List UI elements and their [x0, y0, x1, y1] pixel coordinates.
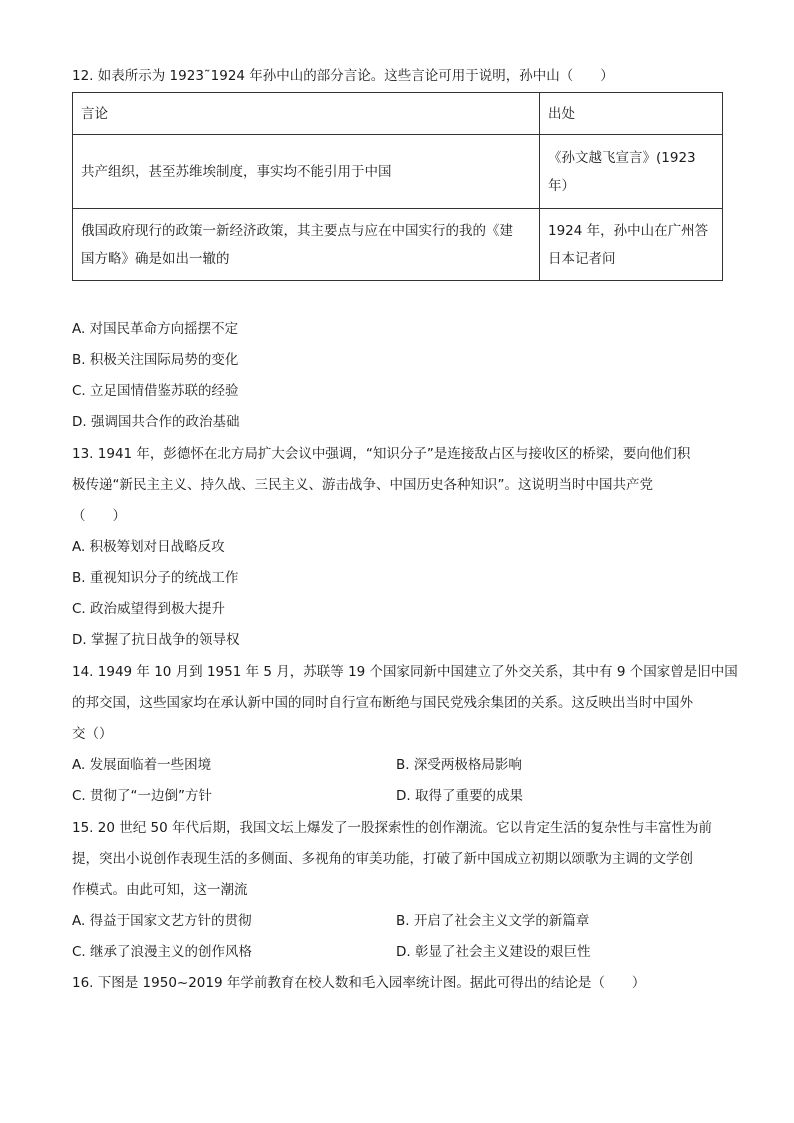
row1-source-line2: 年） [548, 177, 575, 194]
header-speech: 言论 [73, 93, 540, 135]
row1-speech: 共产组织，甚至苏维埃制度，事实均不能引用于中国 [73, 135, 540, 209]
table-row [73, 209, 723, 281]
q12-stem: 12. 如表所示为 1923˜1924 年孙中山的部分言论。这些言论可用于说明，孙中山（ ） [72, 68, 614, 84]
q14-stem-line1: 14. 1949 年 10 月到 1951 年 5 月，苏联等 19 个国家同新中国建立了外交关系，其中有 9 个国家曾是旧中国 [72, 664, 738, 680]
row1-source [540, 135, 723, 209]
header-source: 出处 [540, 93, 723, 135]
q16-stem: 16. 下图是 1950~2019 年学前教育在校人数和毛入园率统计图。据此可得出的结论是（ ） [72, 975, 646, 991]
q13-option-c[interactable]: C. 政治威望得到极大提升 [72, 601, 226, 617]
q13-option-b[interactable]: B. 重视知识分子的统战工作 [72, 570, 239, 586]
q15-stem-line1: 15. 20 世纪 50 年代后期，我国文坛上爆发了一股探索性的创作潮流。它以肯定生活的复杂性与丰富性为前 [72, 820, 712, 836]
row2-speech-line1: 俄国政府现行的政策一新经济政策，其主要点与应在中国实行的我的《建 [81, 222, 513, 239]
q12-table [72, 92, 723, 281]
q12-option-c[interactable]: C. 立足国情借鉴苏联的经验 [72, 383, 239, 399]
q15-option-c[interactable]: C. 继承了浪漫主义的创作风格 [72, 944, 253, 960]
q14-option-d[interactable]: D. 取得了重要的成果 [396, 788, 523, 804]
q15-option-b[interactable]: B. 开启了社会主义文学的新篇章 [396, 913, 590, 929]
q15-option-d[interactable]: D. 彰显了社会主义建设的艰巨性 [396, 944, 591, 960]
q13-stem-line2: 极传递“新民主主义、持久战、三民主义、游击战争、中国历史各种知识”。这说明当时中国共产党 [72, 477, 653, 493]
table-header-row [73, 93, 723, 135]
row2-speech-line2: 国方略》确是如出一辙的 [81, 250, 230, 267]
q12-option-d[interactable]: D. 强调国共合作的政治基础 [72, 414, 240, 430]
q14-stem-line2: 的邦交国，这些国家均在承认新中国的同时自行宣布断绝与国民党残余集团的关系。这反映出当时中国外 [72, 695, 693, 711]
q14-option-a[interactable]: A. 发展面临着一些困境 [72, 757, 212, 773]
q12-option-a[interactable]: A. 对国民革命方向摇摆不定 [72, 321, 239, 337]
q15-option-a[interactable]: A. 得益于国家文艺方针的贯彻 [72, 913, 252, 929]
row2-source-line2: 日本记者问 [548, 250, 616, 267]
q13-option-a[interactable]: A. 积极筹划对日战略反攻 [72, 539, 225, 555]
q15-stem-line3: 作模式。由此可知，这一潮流 [72, 882, 248, 898]
row2-speech [73, 209, 540, 281]
row1-source-line1: 《孙文越飞宣言》(1923 [548, 149, 696, 166]
q13-stem-line1: 13. 1941 年，彭德怀在北方局扩大会议中强调，“知识分子”是连接敌占区与接收区的桥梁，要向他们积 [72, 446, 691, 462]
table-row [73, 135, 723, 209]
q13-option-d[interactable]: D. 掌握了抗日战争的领导权 [72, 632, 240, 648]
q15-stem-line2: 提，突出小说创作表现生活的多侧面、多视角的审美功能，打破了新中国成立初期以颂歌为主调的文学创 [72, 851, 693, 867]
q12-option-b[interactable]: B. 积极关注国际局势的变化 [72, 352, 239, 368]
q13-stem-line3: （ ） [72, 508, 126, 524]
q14-option-b[interactable]: B. 深受两极格局影响 [396, 757, 522, 773]
q14-option-c[interactable]: C. 贯彻了“一边倒”方针 [72, 788, 212, 804]
row2-source [540, 209, 723, 281]
q14-stem-line3: 交（） [72, 726, 113, 742]
row2-source-line1: 1924 年，孙中山在广州答 [548, 222, 709, 239]
